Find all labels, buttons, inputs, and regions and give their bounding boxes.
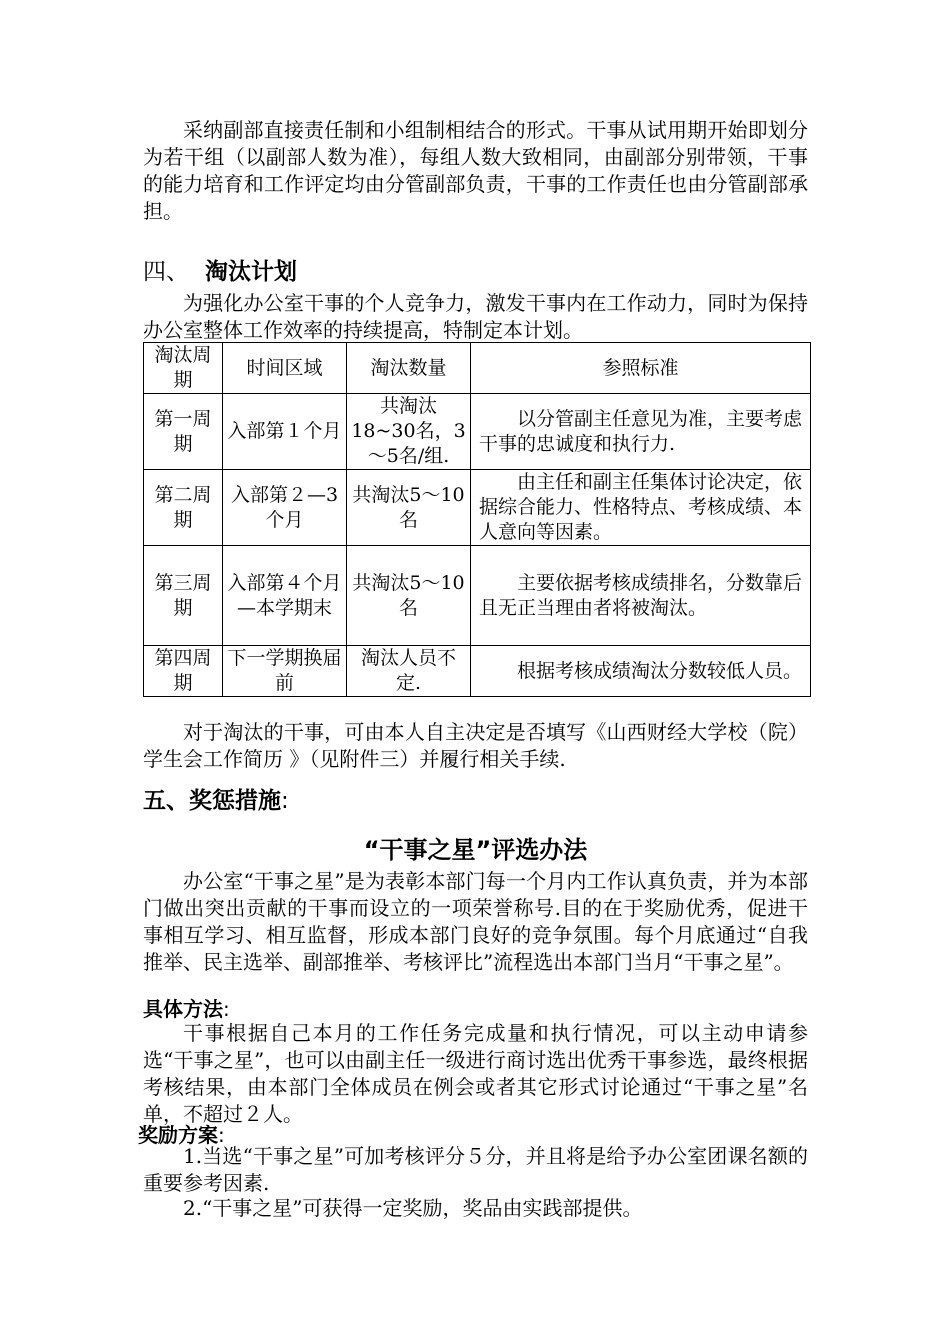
table-cell: 共淘汰18~30名，3～5名/组.: [347, 394, 471, 470]
table-header-cell: 淘汰周期: [144, 343, 223, 394]
section-5-colon: :: [281, 788, 289, 814]
table-header-row: [144, 343, 811, 394]
table-row: [144, 394, 811, 470]
section-4-number: 四、: [143, 259, 189, 285]
table-cell: 第二周期: [144, 470, 223, 546]
table-cell: 以分管副主任意见为准，主要考虑干事的忠诚度和执行力.: [471, 394, 811, 470]
intro-paragraph: 采纳副部直接责任制和小组制相结合的形式。干事从试用期开始即划分为若干组（以副部人数为准），每组人数大致相同，由副部分别带领，干事的能力培育和工作评定均由分管副部负责，干事的工作责任也由分管副部承担。: [143, 118, 808, 223]
star-description: 办公室“干事之星”是为表彰本部门每一个月内工作认真负责，并为本部门做出突出贡献的干事而设立的一项荣誉称号.目的在于奖励优秀，促进干事相互学习、相互监督，形成本部门良好的竞争氛围。每个月底通过“自我推举、民主选举、副部推举、考核评比”流程选出本部门当月“干事之星”。: [143, 869, 808, 974]
table-cell: 第三周期: [144, 546, 223, 646]
table-cell: 第一周期: [144, 394, 223, 470]
reward-label-colon: :: [218, 1123, 225, 1147]
table-cell: 由主任和副主任集体讨论决定，依据综合能力、性格特点、考核成绩、本人意向等因素。: [471, 470, 811, 546]
table-cell: 入部第１个月: [223, 394, 347, 470]
section-5-title: 五、奖惩措施: [143, 788, 281, 814]
method-label: [143, 993, 230, 1022]
method-label-text: 具体方法: [143, 997, 223, 1021]
table-row: [144, 546, 811, 646]
table-cell: 入部第２—3个月: [223, 470, 347, 546]
table-cell: 共淘汰5～10名: [347, 470, 471, 546]
table-cell: 根据考核成绩淘汰分数较低人员。: [471, 646, 811, 697]
reward-item: 2.“干事之星”可获得一定奖励，奖品由实践部提供。: [183, 1196, 643, 1220]
section-4-title: 淘汰计划: [205, 259, 297, 285]
table-cell: 主要依据考核成绩排名，分数靠后且无正当理由者将被淘汰。: [471, 546, 811, 646]
elimination-table: [143, 342, 811, 697]
table-cell: 第四周期: [144, 646, 223, 697]
table-row: [144, 646, 811, 697]
table-row: [144, 470, 811, 546]
star-subtitle: “干事之星”评选办法: [363, 836, 588, 864]
reward-label-text: 奖励方案: [138, 1123, 218, 1147]
table-cell: 下一学期换届前: [223, 646, 347, 697]
section-4-heading: [143, 253, 297, 286]
method-label-colon: :: [223, 997, 230, 1021]
reward-item: 1.当选“干事之星”可加考核评分５分，并且将是给予办公室团课名额的重要参考因素.: [143, 1144, 808, 1195]
method-paragraph: 干事根据自己本月的工作任务完成量和执行情况，可以主动申请参选“干事之星”，也可以由副主任一级进行商讨选出优秀干事参选，最终根据考核结果，由本部门全体成员在例会或者其它形式讨论通过“干事之星”名单，不超过２人。: [143, 1021, 808, 1126]
section-4-closing: 对于淘汰的干事，可由本人自主决定是否填写《山西财经大学校（院）学生会工作简历 》（见附件三）并履行相关手续.: [143, 720, 808, 771]
table-header-cell: 参照标准: [471, 343, 811, 394]
section-4-intro: 为强化办公室干事的个人竞争力，激发干事内在工作动力，同时为保持办公室整体工作效率的持续提高，特制定本计划。: [143, 291, 808, 342]
table-cell: 淘汰人员不定.: [347, 646, 471, 697]
table-header-cell: 时间区域: [223, 343, 347, 394]
table-cell: 入部第４个月—本学期末: [223, 546, 347, 646]
table-header-cell: 淘汰数量: [347, 343, 471, 394]
table-cell: 共淘汰5～10名: [347, 546, 471, 646]
section-5-heading: [143, 782, 289, 815]
